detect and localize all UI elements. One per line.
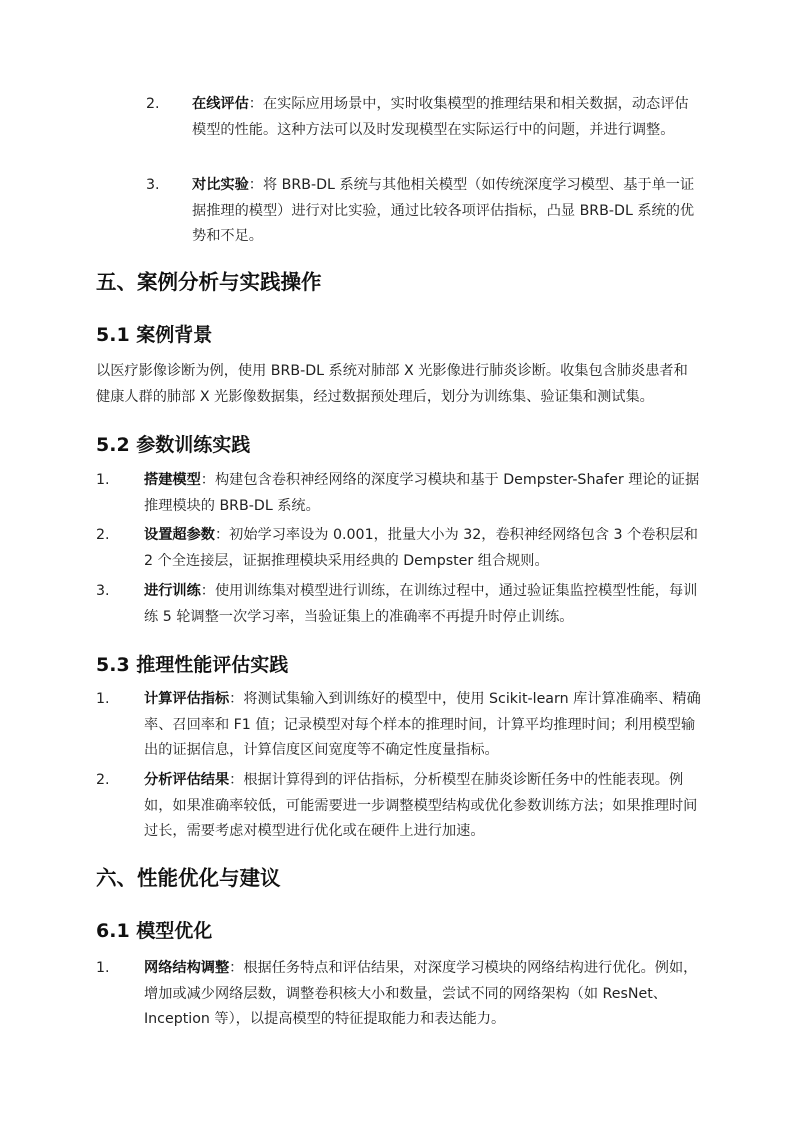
subsection-heading: 5.3 推理性能评估实践 <box>96 654 289 676</box>
list-item-text: 将测试集输入到训练好的模型中，使用 Scikit-learn 库计算准确率、精确率、召回率和 F1 值；记录模型对每个样本的推理时间，计算平均推理时间；利用模型输出的证据信息，计算信度区间宽度等不确定性度量指标。 <box>144 691 701 758</box>
list-item-title: 分析评估结果 <box>144 772 230 788</box>
subsection-heading: 5.2 参数训练实践 <box>96 434 251 456</box>
list-item-title: 对比实验 <box>192 177 249 193</box>
list-item-title: 网络结构调整 <box>144 960 230 976</box>
subsection-heading: 6.1 模型优化 <box>96 920 213 942</box>
list-item-text: 初始学习率设为 0.001，批量大小为 32，卷积神经网络包含 3 个卷积层和 2 个全连接层，证据推理模块采用经典的 Dempster 组合规则。 <box>144 527 698 569</box>
list-number: 3. <box>96 583 110 599</box>
list-item-title: 在线评估 <box>192 96 249 112</box>
list-item-text: 在实际应用场景中，实时收集模型的推理结果和相关数据，动态评估模型的性能。这种方法可以及时发现模型在实际运行中的问题，并进行调整。 <box>192 96 689 138</box>
list-number: 3. <box>146 177 160 193</box>
list-number: 1. <box>96 960 110 976</box>
list-number: 1. <box>96 472 110 488</box>
list-item-text: 根据任务特点和评估结果，对深度学习模块的网络结构进行优化。例如，增加或减少网络层数，调整卷积核大小和数量，尝试不同的网络架构（如 ResNet、Inception 等），以提高模型的特征提取能力和表达能力。 <box>144 960 698 1027</box>
list-number: 1. <box>96 691 110 707</box>
list-number: 2. <box>96 772 110 788</box>
list-item-text: 使用训练集对模型进行训练，在训练过程中，通过验证集监控模型性能，每训练 5 轮调整一次学习率，当验证集上的准确率不再提升时停止训练。 <box>144 583 698 625</box>
document-page: 2. 在线评估：在实际应用场景中，实时收集模型的推理结果和相关数据，动态评估模型的性能。这种方法可以及时发现模型在实际运行中的问题，并进行调整。 3. 对比实验：将 BRB-DL 系统与其他相关模型（如传统深度学习模型、基于单一证据推理的模型）进行对比实验，通过比较各项评估指标，凸显 BRB-DL 系统的优势和不足。 五、案例分析与实践操作 5.1 案例背景 以医疗影像诊断为例，使用 BRB-DL 系统对肺部 X 光影像进行肺炎诊断。收集包含肺炎患者和健康人群的肺部 X 光影像数据集，经过数据预处理后，划分为训练集、验证集和测试集。 5.2 参数训练实践 1. 搭建模型：构建包含卷积神经网络的深度学习模块和基于 Dempster-Shafer 理论的证据推理模块的 BRB-DL 系统。 2. 设置超参数：初始学习率设为 0.001，批量大小为 32，卷积神经网络包含 3 个卷积层和 2 个全连接层，证据推理模块采用经典的 Dempster 组合规则。 3. 进行训练：使用训练集对模型进行训练，在训练过程中，通过验证集监控模型性能，每训练 5 轮调整一次学习率，当验证集上的准确率不再提升时停止训练。 5.3 推理性能评估实践 1. 计算评估指标：将测试集输入到训练好的模型中，使用 Scikit-learn 库计算准确率、精确率、召回率和 F1 值；记录模型对每个样本的推理时间，计算平均推理时间；利用模型输出的证据信息，计算信度区间宽度等不确定性度量指标。 2. 分析评估结果：根据计算得到的评估指标，分析模型在肺炎诊断任务中的性能表现。例如，如果准确率较低，可能需要进一步调整模型结构或优化参数训练方法；如果推理时间过长，需要考虑对模型进行优化或在硬件上进行加速。 六、性能优化与建议 6.1 模型优化 1. 网络结构调整：根据任务特点和评估结果，对深度学习模块的网络结构进行优化。例如，增加或减少网络层数，调整卷积核大小和数量，尝试不同的网络架构（如 ResNet、Inception 等），以提高模型的特征提取能力和表达能力。 <box>0 0 794 1123</box>
section-heading: 六、性能优化与建议 <box>96 866 281 890</box>
list-item-title: 计算评估指标 <box>144 691 230 707</box>
list-number: 2. <box>146 96 160 112</box>
list-item-text: 将 BRB-DL 系统与其他相关模型（如传统深度学习模型、基于单一证据推理的模型）进行对比实验，通过比较各项评估指标，凸显 BRB-DL 系统的优势和不足。 <box>192 177 695 244</box>
subsection-heading: 5.1 案例背景 <box>96 324 213 346</box>
list-item-text: 构建包含卷积神经网络的深度学习模块和基于 Dempster-Shafer 理论的证据推理模块的 BRB-DL 系统。 <box>144 472 700 514</box>
section-heading: 五、案例分析与实践操作 <box>96 270 322 294</box>
list-number: 2. <box>96 527 110 543</box>
list-item-title: 设置超参数 <box>144 527 215 543</box>
list-item-title: 进行训练 <box>144 583 201 599</box>
paragraph: 以医疗影像诊断为例，使用 BRB-DL 系统对肺部 X 光影像进行肺炎诊断。收集包含肺炎患者和健康人群的肺部 X 光影像数据集，经过数据预处理后，划分为训练集、验证集和测试集。 <box>96 363 688 405</box>
list-item-text: 根据计算得到的评估指标，分析模型在肺炎诊断任务中的性能表现。例如，如果准确率较低，可能需要进一步调整模型结构或优化参数训练方法；如果推理时间过长，需要考虑对模型进行优化或在硬件上进行加速。 <box>144 772 698 839</box>
list-item-title: 搭建模型 <box>144 472 201 488</box>
